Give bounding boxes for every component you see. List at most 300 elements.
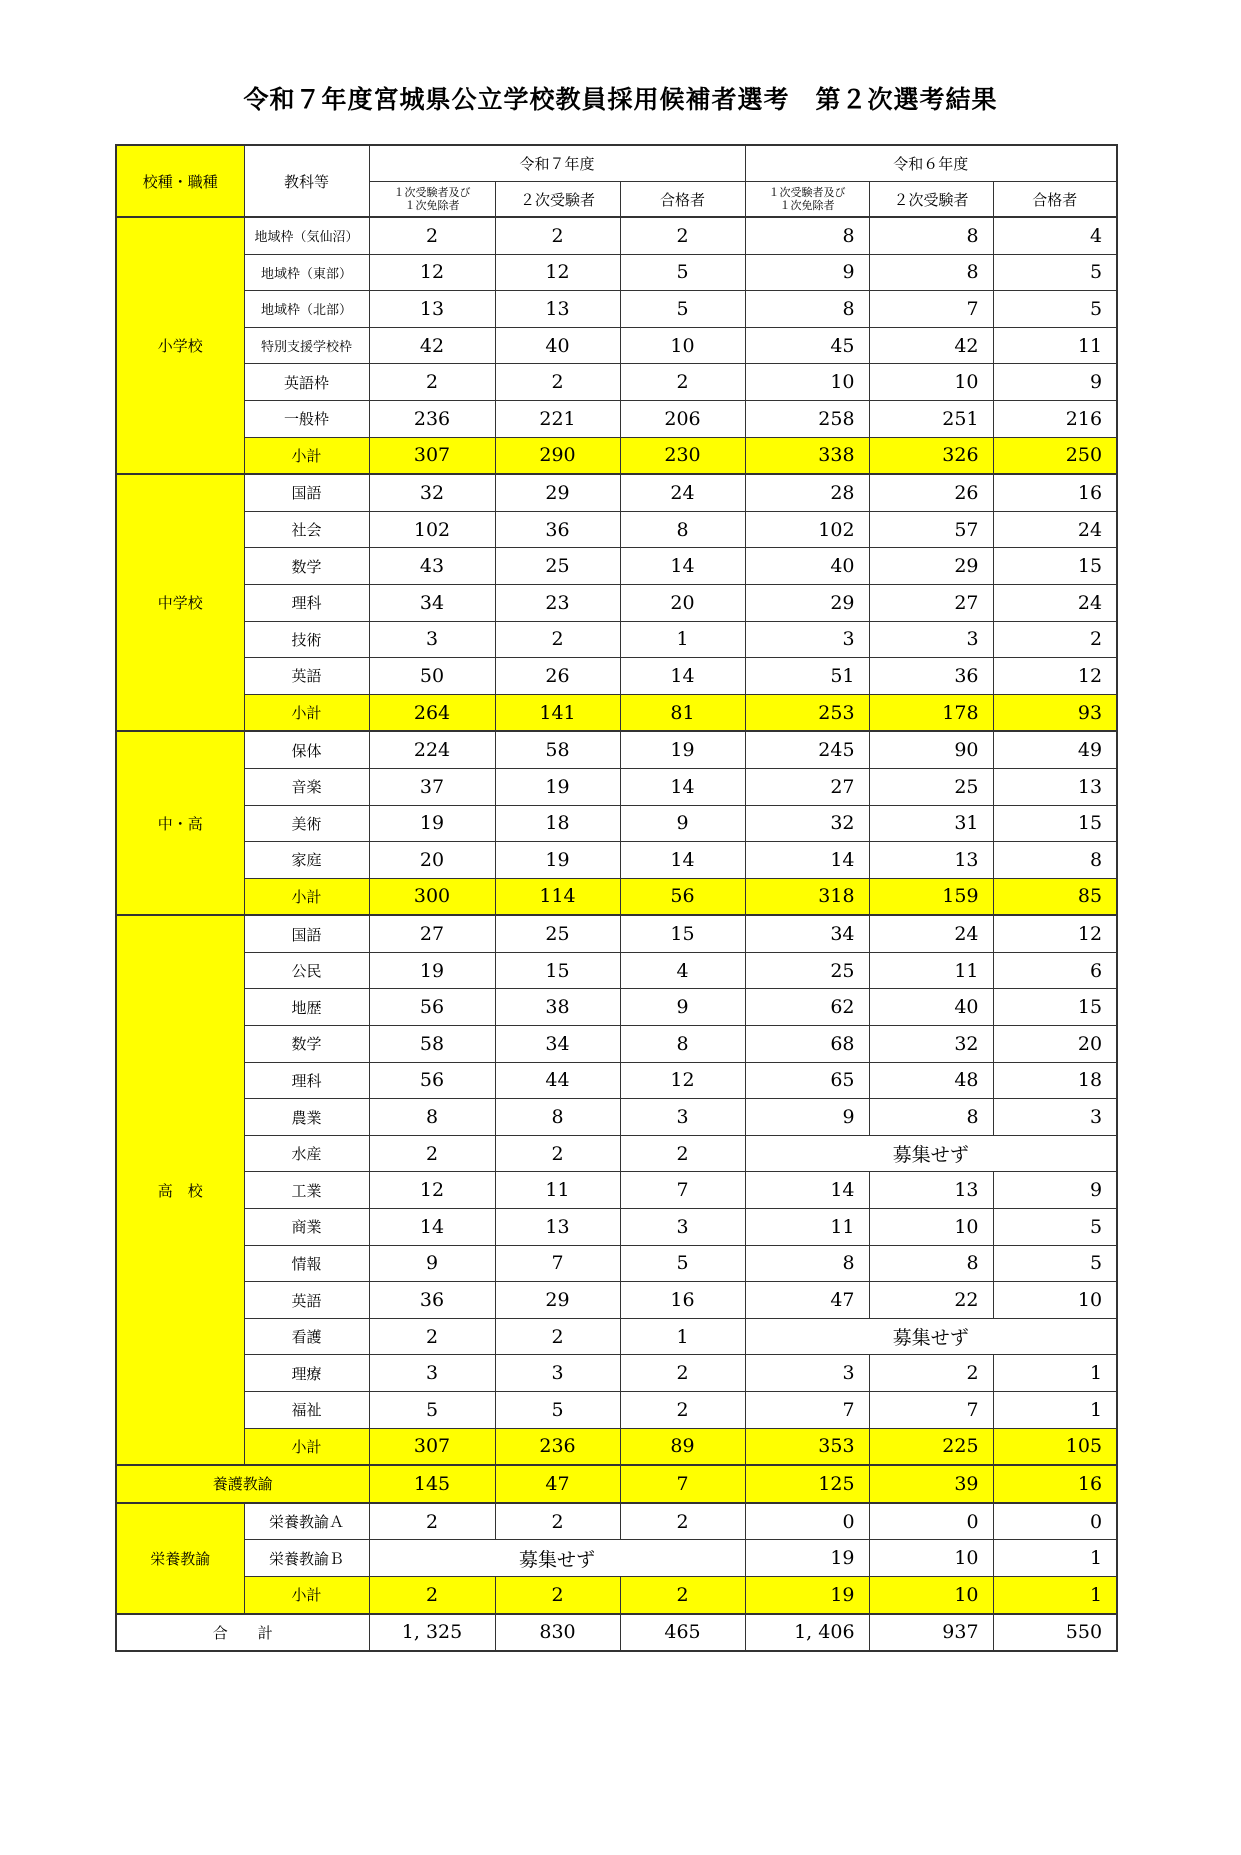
value-r6-pass: 11 xyxy=(993,327,1117,364)
subject-label: 栄養教諭Ａ xyxy=(244,1503,369,1540)
table-row xyxy=(116,952,1117,989)
value-r6-first: 14 xyxy=(745,842,869,879)
value-r7-first: 34 xyxy=(369,584,495,621)
value-r6-pass: 5 xyxy=(993,1245,1117,1282)
value-r7-pass: 2 xyxy=(620,1392,745,1429)
value-r6-first: 68 xyxy=(745,1026,869,1063)
yogo-r6-first: 125 xyxy=(745,1465,869,1503)
value-r6-second: 13 xyxy=(869,842,993,879)
subtotal-r7-first: 307 xyxy=(369,1428,495,1465)
value-r7-first: 13 xyxy=(369,291,495,328)
subject-label: 公民 xyxy=(244,952,369,989)
subtotal-r7-second: 236 xyxy=(495,1428,620,1465)
value-r7-second: 13 xyxy=(495,1209,620,1246)
value-r6-pass: 16 xyxy=(993,474,1117,511)
table-row xyxy=(116,217,1117,254)
subject-label: 技術 xyxy=(244,621,369,658)
value-r7-first: 12 xyxy=(369,1172,495,1209)
value-r7-first: 2 xyxy=(369,1503,495,1540)
subject-label: 美術 xyxy=(244,805,369,842)
table-row xyxy=(116,915,1117,952)
header-r6-second: ２次受験者 xyxy=(869,182,993,218)
value-r6-second: 2 xyxy=(869,1355,993,1392)
value-r7-pass: 5 xyxy=(620,1245,745,1282)
subject-label: 社会 xyxy=(244,511,369,548)
value-r7-pass: 3 xyxy=(620,1099,745,1136)
value-r6-pass: 1 xyxy=(993,1355,1117,1392)
value-r7-first: 3 xyxy=(369,621,495,658)
value-r7-pass: 9 xyxy=(620,989,745,1026)
table-row xyxy=(116,400,1117,437)
subject-label: 音楽 xyxy=(244,768,369,805)
value-r6-pass: 9 xyxy=(993,364,1117,401)
subtotal-label: 小計 xyxy=(244,437,369,474)
subtotal-row xyxy=(116,878,1117,915)
value-r7-pass: 14 xyxy=(620,768,745,805)
value-r6-pass: 15 xyxy=(993,805,1117,842)
value-r7-second: 15 xyxy=(495,952,620,989)
value-r6-first: 45 xyxy=(745,327,869,364)
value-r7-pass: 14 xyxy=(620,548,745,585)
value-r7-second: 23 xyxy=(495,584,620,621)
category-label: 中・高 xyxy=(116,731,244,915)
subtotal-row xyxy=(116,437,1117,474)
subject-label: 地域枠（北部） xyxy=(244,291,369,328)
value-r6-pass: 4 xyxy=(993,217,1117,254)
table-row xyxy=(116,989,1117,1026)
value-r7-first: 20 xyxy=(369,842,495,879)
value-r6-second: 7 xyxy=(869,291,993,328)
header-r7-first: １次受験者及び １次免除者 xyxy=(369,182,495,218)
not-recruited-r6: 募集せず xyxy=(745,1318,1117,1355)
value-r7-second: 2 xyxy=(495,217,620,254)
value-r7-second: 13 xyxy=(495,291,620,328)
value-r7-first: 37 xyxy=(369,768,495,805)
subtotal-r7-pass: 230 xyxy=(620,437,745,474)
value-r6-first: 0 xyxy=(745,1503,869,1540)
value-r7-first: 102 xyxy=(369,511,495,548)
value-r6-first: 8 xyxy=(745,1245,869,1282)
table-row xyxy=(116,1099,1117,1136)
value-r6-first: 258 xyxy=(745,400,869,437)
category-label: 栄養教諭 xyxy=(116,1503,244,1614)
value-r6-first: 7 xyxy=(745,1392,869,1429)
header-year-r6: 令和６年度 xyxy=(745,145,1117,182)
value-r7-second: 40 xyxy=(495,327,620,364)
subtotal-r7-pass: 56 xyxy=(620,878,745,915)
subtotal-row xyxy=(116,694,1117,731)
subject-label: 工業 xyxy=(244,1172,369,1209)
value-r6-first: 62 xyxy=(745,989,869,1026)
table-row xyxy=(116,1172,1117,1209)
value-r6-pass: 12 xyxy=(993,915,1117,952)
table-row xyxy=(116,548,1117,585)
table-row xyxy=(116,731,1117,768)
value-r6-second: 40 xyxy=(869,989,993,1026)
value-r6-pass: 10 xyxy=(993,1282,1117,1319)
value-r7-pass: 7 xyxy=(620,1172,745,1209)
value-r7-second: 3 xyxy=(495,1355,620,1392)
value-r7-first: 2 xyxy=(369,1318,495,1355)
value-r6-first: 10 xyxy=(745,364,869,401)
value-r6-pass: 15 xyxy=(993,548,1117,585)
value-r7-first: 5 xyxy=(369,1392,495,1429)
value-r6-pass: 5 xyxy=(993,1209,1117,1246)
value-r6-second: 251 xyxy=(869,400,993,437)
value-r7-first: 8 xyxy=(369,1099,495,1136)
value-r7-second: 26 xyxy=(495,658,620,695)
subject-label: 商業 xyxy=(244,1209,369,1246)
table-row xyxy=(116,768,1117,805)
table-row xyxy=(116,842,1117,879)
value-r7-pass: 20 xyxy=(620,584,745,621)
value-r7-first: 43 xyxy=(369,548,495,585)
subject-label: 数学 xyxy=(244,548,369,585)
subtotal-r6-first: 338 xyxy=(745,437,869,474)
subtotal-r6-pass: 1 xyxy=(993,1576,1117,1613)
subject-label: 福祉 xyxy=(244,1392,369,1429)
value-r6-second: 11 xyxy=(869,952,993,989)
value-r7-second: 58 xyxy=(495,731,620,768)
subject-label: 理科 xyxy=(244,584,369,621)
value-r6-second: 27 xyxy=(869,584,993,621)
value-r7-first: 14 xyxy=(369,1209,495,1246)
subject-label: 地域枠（気仙沼） xyxy=(244,217,369,254)
value-r6-second: 25 xyxy=(869,768,993,805)
value-r6-second: 7 xyxy=(869,1392,993,1429)
value-r7-first: 19 xyxy=(369,805,495,842)
value-r6-second: 0 xyxy=(869,1503,993,1540)
subtotal-r7-second: 114 xyxy=(495,878,620,915)
value-r6-second: 36 xyxy=(869,658,993,695)
value-r7-second: 34 xyxy=(495,1026,620,1063)
value-r7-second: 2 xyxy=(495,1135,620,1172)
value-r7-first: 236 xyxy=(369,400,495,437)
value-r7-pass: 8 xyxy=(620,511,745,548)
value-r6-second: 42 xyxy=(869,327,993,364)
value-r6-first: 51 xyxy=(745,658,869,695)
value-r7-first: 50 xyxy=(369,658,495,695)
value-r7-first: 19 xyxy=(369,952,495,989)
value-r6-first: 34 xyxy=(745,915,869,952)
value-r6-pass: 2 xyxy=(993,621,1117,658)
value-r6-pass: 15 xyxy=(993,989,1117,1026)
subtotal-r7-pass: 89 xyxy=(620,1428,745,1465)
value-r7-pass: 2 xyxy=(620,1503,745,1540)
subtotal-r7-pass: 2 xyxy=(620,1576,745,1613)
subject-label: 看護 xyxy=(244,1318,369,1355)
value-r6-pass: 8 xyxy=(993,842,1117,879)
value-r7-second: 36 xyxy=(495,511,620,548)
table-row xyxy=(116,1392,1117,1429)
value-r6-pass: 0 xyxy=(993,1503,1117,1540)
value-r7-pass: 3 xyxy=(620,1209,745,1246)
value-r7-second: 12 xyxy=(495,254,620,291)
subtotal-r6-first: 318 xyxy=(745,878,869,915)
value-r7-second: 11 xyxy=(495,1172,620,1209)
value-r6-pass: 49 xyxy=(993,731,1117,768)
subject-label: 一般枠 xyxy=(244,400,369,437)
value-r7-second: 44 xyxy=(495,1062,620,1099)
subtotal-r6-pass: 93 xyxy=(993,694,1117,731)
subtotal-r7-first: 300 xyxy=(369,878,495,915)
subject-label: 水産 xyxy=(244,1135,369,1172)
value-r6-first: 3 xyxy=(745,1355,869,1392)
value-r7-pass: 2 xyxy=(620,364,745,401)
value-r6-second: 29 xyxy=(869,548,993,585)
value-r6-second: 90 xyxy=(869,731,993,768)
value-r7-second: 29 xyxy=(495,474,620,511)
value-r7-pass: 2 xyxy=(620,217,745,254)
value-r7-first: 32 xyxy=(369,474,495,511)
yogo-r7-second: 47 xyxy=(495,1465,620,1503)
value-r6-first: 8 xyxy=(745,291,869,328)
subject-label: 英語 xyxy=(244,1282,369,1319)
subtotal-r7-first: 307 xyxy=(369,437,495,474)
value-r6-first: 14 xyxy=(745,1172,869,1209)
value-r7-first: 36 xyxy=(369,1282,495,1319)
subtotal-label: 小計 xyxy=(244,1428,369,1465)
value-r6-pass: 1 xyxy=(993,1540,1117,1577)
header-r7-second: ２次受験者 xyxy=(495,182,620,218)
yogo-r6-pass: 16 xyxy=(993,1465,1117,1503)
value-r6-first: 28 xyxy=(745,474,869,511)
value-r7-second: 25 xyxy=(495,915,620,952)
value-r6-first: 9 xyxy=(745,1099,869,1136)
value-r7-pass: 2 xyxy=(620,1355,745,1392)
value-r7-first: 27 xyxy=(369,915,495,952)
value-r7-first: 56 xyxy=(369,989,495,1026)
value-r7-first: 12 xyxy=(369,254,495,291)
value-r7-pass: 16 xyxy=(620,1282,745,1319)
subtotal-r7-pass: 81 xyxy=(620,694,745,731)
value-r7-pass: 24 xyxy=(620,474,745,511)
total-r6-pass: 550 xyxy=(993,1614,1117,1652)
subtotal-r6-second: 326 xyxy=(869,437,993,474)
value-r7-second: 221 xyxy=(495,400,620,437)
value-r6-first: 29 xyxy=(745,584,869,621)
value-r7-first: 224 xyxy=(369,731,495,768)
table-row xyxy=(116,1245,1117,1282)
table-row xyxy=(116,291,1117,328)
header-r6-first: １次受験者及び １次免除者 xyxy=(745,182,869,218)
value-r7-second: 2 xyxy=(495,1503,620,1540)
value-r6-first: 102 xyxy=(745,511,869,548)
value-r6-pass: 24 xyxy=(993,511,1117,548)
table-row xyxy=(116,1026,1117,1063)
value-r7-second: 2 xyxy=(495,621,620,658)
value-r7-first: 2 xyxy=(369,364,495,401)
value-r7-pass: 12 xyxy=(620,1062,745,1099)
subtotal-r6-first: 19 xyxy=(745,1576,869,1613)
table-row xyxy=(116,805,1117,842)
subject-label: 農業 xyxy=(244,1099,369,1136)
subject-label: 栄養教諭Ｂ xyxy=(244,1540,369,1577)
table-row xyxy=(116,621,1117,658)
value-r7-first: 2 xyxy=(369,1135,495,1172)
total-row xyxy=(116,1614,1117,1652)
value-r7-first: 3 xyxy=(369,1355,495,1392)
subject-label: 英語 xyxy=(244,658,369,695)
subtotal-label: 小計 xyxy=(244,1576,369,1613)
value-r6-first: 9 xyxy=(745,254,869,291)
yogo-row xyxy=(116,1465,1117,1503)
value-r7-pass: 5 xyxy=(620,254,745,291)
value-r7-pass: 1 xyxy=(620,621,745,658)
value-r7-pass: 10 xyxy=(620,327,745,364)
value-r6-second: 48 xyxy=(869,1062,993,1099)
value-r6-second: 32 xyxy=(869,1026,993,1063)
header-year-r7: 令和７年度 xyxy=(369,145,745,182)
subtotal-r6-pass: 250 xyxy=(993,437,1117,474)
value-r6-second: 8 xyxy=(869,217,993,254)
value-r7-second: 5 xyxy=(495,1392,620,1429)
value-r7-pass: 5 xyxy=(620,291,745,328)
subtotal-r6-second: 159 xyxy=(869,878,993,915)
header-category: 校種・職種 xyxy=(116,145,244,217)
page-title: 令和７年度宮城県公立学校教員採用候補者選考 第２次選考結果 xyxy=(243,85,998,114)
table-row xyxy=(116,327,1117,364)
value-r7-first: 9 xyxy=(369,1245,495,1282)
value-r7-second: 38 xyxy=(495,989,620,1026)
subject-label: 地歴 xyxy=(244,989,369,1026)
value-r6-pass: 5 xyxy=(993,291,1117,328)
value-r6-second: 8 xyxy=(869,254,993,291)
subject-label: 理科 xyxy=(244,1062,369,1099)
subtotal-r7-first: 264 xyxy=(369,694,495,731)
value-r7-pass: 2 xyxy=(620,1135,745,1172)
subject-label: 保体 xyxy=(244,731,369,768)
table-row xyxy=(116,1135,1117,1172)
subject-label: 数学 xyxy=(244,1026,369,1063)
value-r6-second: 26 xyxy=(869,474,993,511)
value-r7-second: 7 xyxy=(495,1245,620,1282)
table-row xyxy=(116,1503,1117,1540)
yogo-r7-first: 145 xyxy=(369,1465,495,1503)
value-r6-pass: 20 xyxy=(993,1026,1117,1063)
category-label: 高 校 xyxy=(116,915,244,1465)
header-r7-pass: 合格者 xyxy=(620,182,745,218)
value-r6-first: 8 xyxy=(745,217,869,254)
value-r6-first: 65 xyxy=(745,1062,869,1099)
value-r6-second: 10 xyxy=(869,1209,993,1246)
value-r6-first: 245 xyxy=(745,731,869,768)
value-r6-first: 27 xyxy=(745,768,869,805)
value-r7-second: 18 xyxy=(495,805,620,842)
table-row xyxy=(116,1282,1117,1319)
value-r7-pass: 1 xyxy=(620,1318,745,1355)
total-r6-first: 1, 406 xyxy=(745,1614,869,1652)
value-r6-pass: 18 xyxy=(993,1062,1117,1099)
value-r6-second: 13 xyxy=(869,1172,993,1209)
header-subject: 教科等 xyxy=(244,145,369,217)
value-r7-pass: 19 xyxy=(620,731,745,768)
value-r6-second: 8 xyxy=(869,1099,993,1136)
subtotal-row xyxy=(116,1428,1117,1465)
value-r7-pass: 14 xyxy=(620,842,745,879)
yogo-label: 養護教諭 xyxy=(116,1465,369,1503)
table-row xyxy=(116,364,1117,401)
subtotal-r6-first: 353 xyxy=(745,1428,869,1465)
header-r6-pass: 合格者 xyxy=(993,182,1117,218)
value-r6-second: 22 xyxy=(869,1282,993,1319)
not-recruited-r6: 募集せず xyxy=(745,1135,1117,1172)
table-row xyxy=(116,511,1117,548)
value-r7-pass: 9 xyxy=(620,805,745,842)
value-r7-pass: 206 xyxy=(620,400,745,437)
table-row xyxy=(116,584,1117,621)
subtotal-r6-pass: 105 xyxy=(993,1428,1117,1465)
table-row xyxy=(116,1062,1117,1099)
value-r6-first: 32 xyxy=(745,805,869,842)
total-r7-first: 1, 325 xyxy=(369,1614,495,1652)
category-label: 小学校 xyxy=(116,217,244,474)
table-row xyxy=(116,1540,1117,1577)
total-label: 合 計 xyxy=(116,1614,369,1652)
value-r6-pass: 216 xyxy=(993,400,1117,437)
value-r6-second: 57 xyxy=(869,511,993,548)
value-r7-second: 29 xyxy=(495,1282,620,1319)
subtotal-r6-second: 10 xyxy=(869,1576,993,1613)
value-r6-second: 10 xyxy=(869,364,993,401)
value-r6-first: 47 xyxy=(745,1282,869,1319)
value-r7-first: 2 xyxy=(369,217,495,254)
value-r7-first: 42 xyxy=(369,327,495,364)
subject-label: 地域枠（東部） xyxy=(244,254,369,291)
total-r7-second: 830 xyxy=(495,1614,620,1652)
value-r6-pass: 3 xyxy=(993,1099,1117,1136)
value-r6-pass: 6 xyxy=(993,952,1117,989)
table-row xyxy=(116,1318,1117,1355)
subject-label: 国語 xyxy=(244,474,369,511)
total-r7-pass: 465 xyxy=(620,1614,745,1652)
value-r7-second: 19 xyxy=(495,842,620,879)
subtotal-r7-first: 2 xyxy=(369,1576,495,1613)
value-r6-pass: 9 xyxy=(993,1172,1117,1209)
value-r6-first: 25 xyxy=(745,952,869,989)
subtotal-r6-first: 253 xyxy=(745,694,869,731)
value-r7-second: 8 xyxy=(495,1099,620,1136)
subtotal-r6-second: 225 xyxy=(869,1428,993,1465)
value-r6-pass: 5 xyxy=(993,254,1117,291)
subject-label: 国語 xyxy=(244,915,369,952)
value-r7-second: 25 xyxy=(495,548,620,585)
value-r7-pass: 8 xyxy=(620,1026,745,1063)
value-r6-second: 24 xyxy=(869,915,993,952)
category-label: 中学校 xyxy=(116,474,244,731)
value-r6-pass: 24 xyxy=(993,584,1117,621)
subtotal-r6-pass: 85 xyxy=(993,878,1117,915)
value-r7-pass: 14 xyxy=(620,658,745,695)
not-recruited-r7: 募集せず xyxy=(369,1540,745,1577)
value-r6-pass: 12 xyxy=(993,658,1117,695)
table-row xyxy=(116,658,1117,695)
value-r6-pass: 13 xyxy=(993,768,1117,805)
value-r7-first: 56 xyxy=(369,1062,495,1099)
subject-label: 英語枠 xyxy=(244,364,369,401)
total-r6-second: 937 xyxy=(869,1614,993,1652)
value-r7-pass: 4 xyxy=(620,952,745,989)
value-r6-first: 3 xyxy=(745,621,869,658)
value-r7-second: 2 xyxy=(495,364,620,401)
value-r6-second: 3 xyxy=(869,621,993,658)
value-r7-second: 2 xyxy=(495,1318,620,1355)
subtotal-r6-second: 178 xyxy=(869,694,993,731)
subtotal-r7-second: 141 xyxy=(495,694,620,731)
value-r6-first: 19 xyxy=(745,1540,869,1577)
table-row xyxy=(116,1355,1117,1392)
subtotal-row xyxy=(116,1576,1117,1613)
